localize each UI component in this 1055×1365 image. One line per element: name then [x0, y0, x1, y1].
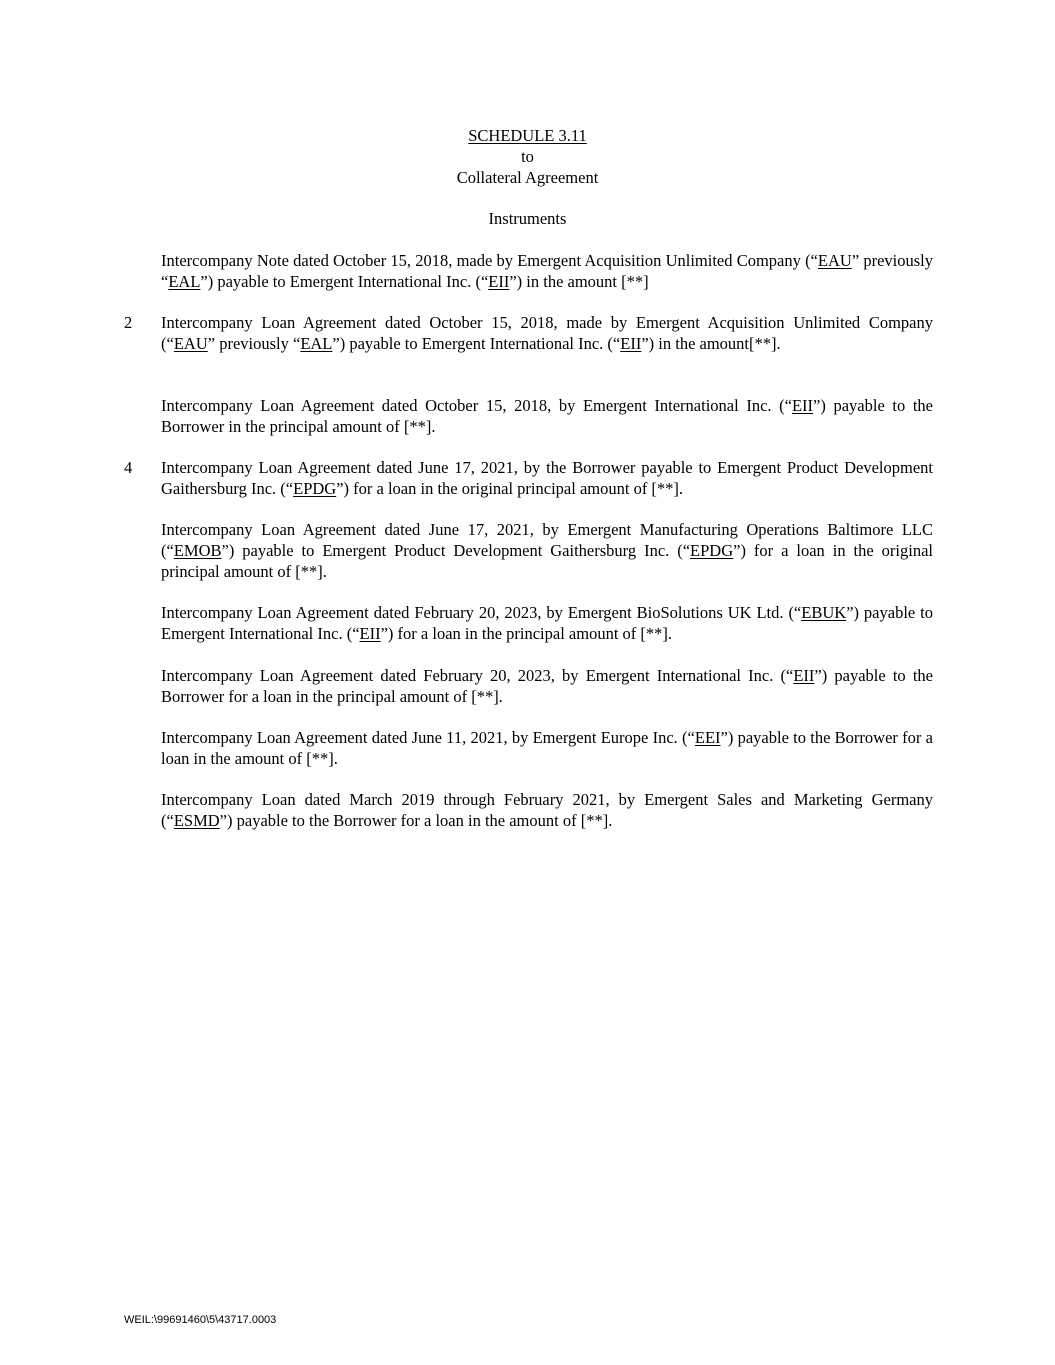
defined-term: EBUK	[801, 603, 847, 622]
instrument-item: Intercompany Loan Agreement dated October 15, 2018, by Emergent International Inc. (“EII”) payable to the Borrower in the principal amount of [**].	[161, 396, 933, 436]
instrument-item: 4 Intercompany Loan Agreement dated June 17, 2021, by the Borrower payable to Emergent Product Development Gaithersburg Inc. (“EPDG”) for a loan in the original principal amount of [**].	[124, 458, 933, 498]
instrument-item: Intercompany Loan Agreement dated June 11, 2021, by Emergent Europe Inc. (“EEI”) payable to the Borrower for a loan in the amount of [**].	[161, 728, 933, 768]
defined-term: EEI	[694, 728, 721, 747]
schedule-title: SCHEDULE 3.11	[468, 126, 587, 145]
defined-term: EII	[488, 272, 510, 291]
defined-term: EII	[620, 334, 642, 353]
item-number: 2	[124, 313, 133, 332]
defined-term: EII	[791, 396, 814, 415]
defined-term: ESMD	[173, 811, 220, 830]
instrument-item: Intercompany Loan dated March 2019 through February 2021, by Emergent Sales and Marketing Germany (“ESMD”) payable to the Borrower for a loan in the amount of [**].	[161, 790, 933, 830]
defined-term: EAL	[300, 334, 333, 353]
defined-term: EPDG	[293, 479, 337, 498]
defined-term: EII	[793, 666, 815, 685]
instrument-item: Intercompany Loan Agreement dated February 20, 2023, by Emergent International Inc. (“EII”) payable to the Borrower for a loan in the principal amount of [**].	[161, 666, 933, 706]
defined-term: EII	[359, 624, 381, 643]
agreement-name: Collateral Agreement	[456, 168, 599, 187]
section-heading: Instruments	[488, 209, 567, 228]
document-id-footer: WEIL:\99691460\5\43717.0003	[124, 1314, 277, 1326]
instrument-item: Intercompany Note dated October 15, 2018, made by Emergent Acquisition Unlimited Company (“EAU” previously “EAL”) payable to Emergent International Inc. (“EII”) in the amount [**]	[161, 251, 934, 291]
defined-term: EAU	[817, 251, 852, 270]
item-number: 4	[124, 458, 133, 477]
instrument-item: Intercompany Loan Agreement dated June 17, 2021, by Emergent Manufacturing Operations Baltimore LLC (“EMOB”) payable to Emergent Product Development Gaithersburg Inc. (“EPDG”) for a loan in the original principal amount of [**].	[161, 520, 933, 581]
instrument-item: Intercompany Loan Agreement dated February 20, 2023, by Emergent BioSolutions UK Ltd. (“EBUK”) payable to Emergent International Inc. (“EII”) for a loan in the principal amount of [**].	[161, 603, 933, 643]
schedule-to: to	[521, 147, 534, 166]
instrument-item: 2 Intercompany Loan Agreement dated October 15, 2018, made by Emergent Acquisition Unlimited Company (“EAU” previously “EAL”) payable to Emergent International Inc. (“EII”) in the amount[**].	[124, 313, 933, 353]
schedule-title-line	[0, 125, 1055, 146]
defined-term: EMOB	[173, 541, 222, 560]
defined-term: EAL	[168, 272, 201, 291]
defined-term: EPDG	[690, 541, 734, 560]
defined-term: EAU	[173, 334, 208, 353]
